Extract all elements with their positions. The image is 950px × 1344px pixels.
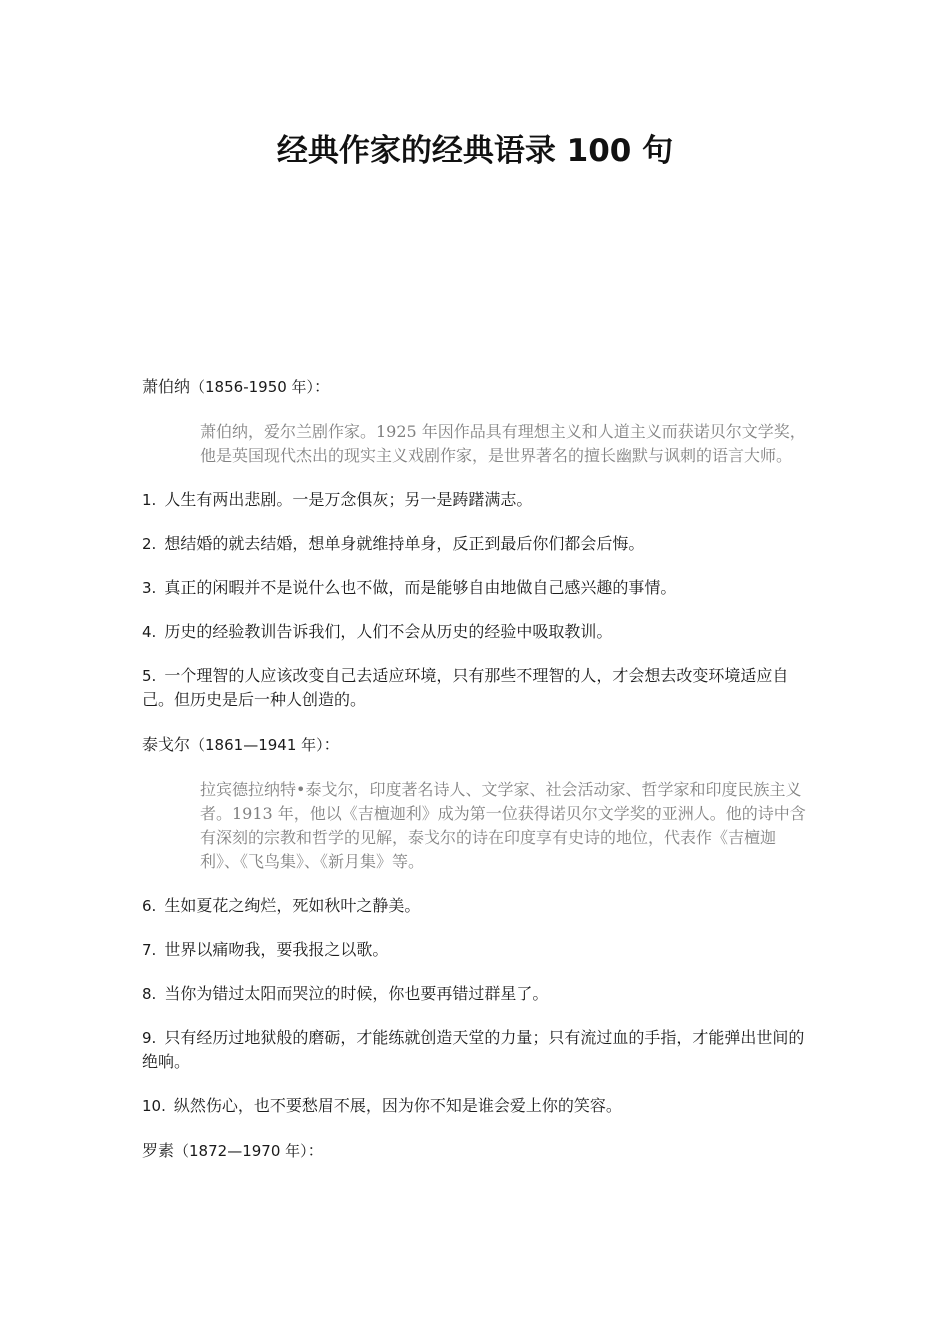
author-heading — [142, 732, 807, 758]
quote-item — [142, 620, 807, 644]
author-name: 泰戈尔 — [142, 735, 191, 754]
quote-item — [142, 1026, 807, 1074]
author-bio: 拉宾德拉纳特•泰戈尔，印度著名诗人、文学家、社会活动家、哲学家和印度民族主义者。1913 年，他以《吉檀迦利》成为第一位获得诺贝尔文学奖的亚洲人。他的诗中含有深刻的宗教和哲学的见解，泰戈尔的诗在印度享有史诗的地位，代表作《吉檀迦利》、《飞鸟集》、《新月集》等。 — [200, 780, 806, 871]
quote-item — [142, 532, 807, 556]
quote-number: 6. — [142, 897, 157, 915]
quote-number: 10. — [142, 1097, 166, 1115]
quote-number: 7. — [142, 941, 157, 959]
quote-text: 一个理智的人应该改变自己去适应环境，只有那些不理智的人，才会想去改变环境适应自己。但历史是后一种人创造的。 — [142, 666, 789, 709]
author-section-tagore — [142, 732, 807, 1118]
author-years: （1856-1950 年） — [190, 378, 315, 396]
quote-number: 5. — [142, 667, 157, 685]
quote-item — [142, 894, 807, 918]
author-years: （1861—1941 年） — [190, 736, 324, 754]
quote-number: 9. — [142, 1029, 157, 1047]
document-title: 经典作家的经典语录 100 句 — [276, 133, 674, 169]
quote-item — [142, 1094, 807, 1118]
quote-text: 只有经历过地狱般的磨砺，才能练就创造天堂的力量；只有流过血的手指，才能弹出世间的绝响。 — [142, 1028, 805, 1071]
author-bio: 萧伯纳，爱尔兰剧作家。1925 年因作品具有理想主义和人道主义而获诺贝尔文学奖，他是英国现代杰出的现实主义戏剧作家，是世界著名的擅长幽默与讽刺的语言大师。 — [200, 422, 806, 465]
author-name: 罗素 — [142, 1141, 175, 1160]
quote-item — [142, 982, 807, 1006]
quote-text: 历史的经验教训告诉我们，人们不会从历史的经验中吸取教训。 — [164, 622, 613, 641]
quote-number: 4. — [142, 623, 157, 641]
author-heading — [142, 374, 807, 400]
quote-item — [142, 938, 807, 962]
document-body — [142, 374, 807, 1184]
quote-text: 想结婚的就去结婚，想单身就维持单身，反正到最后你们都会后悔。 — [164, 534, 645, 553]
quote-text: 世界以痛吻我，要我报之以歌。 — [164, 940, 389, 959]
quote-number: 1. — [142, 491, 157, 509]
quote-item — [142, 488, 807, 512]
quote-item — [142, 576, 807, 600]
author-section-russell — [142, 1138, 807, 1164]
author-heading — [142, 1138, 807, 1164]
quote-number: 3. — [142, 579, 157, 597]
author-name: 萧伯纳 — [142, 377, 191, 396]
quote-text: 生如夏花之绚烂，死如秋叶之静美。 — [164, 896, 421, 915]
heading-colon: ： — [323, 735, 340, 754]
quote-item — [142, 664, 807, 712]
quote-number: 2. — [142, 535, 157, 553]
quote-text: 当你为错过太阳而哭泣的时候，你也要再错过群星了。 — [164, 984, 549, 1003]
heading-colon: ： — [307, 1141, 324, 1160]
author-section-shaw — [142, 374, 807, 712]
quote-number: 8. — [142, 985, 157, 1003]
quote-text: 人生有两出悲剧。一是万念俱灰；另一是踌躇满志。 — [164, 490, 533, 509]
quote-text: 真正的闲暇并不是说什么也不做，而是能够自由地做自己感兴趣的事情。 — [164, 578, 677, 597]
heading-colon: ： — [314, 377, 331, 396]
author-years: （1872—1970 年） — [174, 1142, 308, 1160]
quote-text: 纵然伤心，也不要愁眉不展，因为你不知是谁会爱上你的笑容。 — [173, 1096, 622, 1115]
